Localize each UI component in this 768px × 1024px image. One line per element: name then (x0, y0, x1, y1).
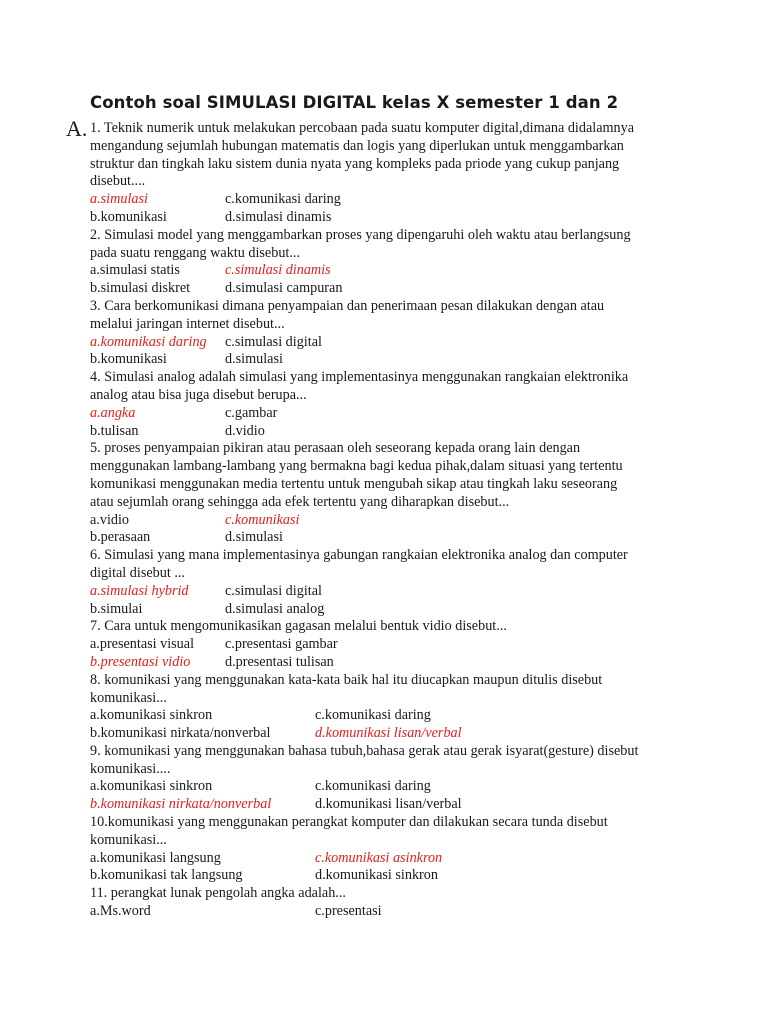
question-8 (90, 672, 690, 743)
question-text-line: 2. Simulasi model yang menggambarkan proses yang dipengaruhi oleh waktu atau berlangsung (90, 226, 631, 243)
option-d: d.vidio (225, 422, 265, 439)
option-a-answer: a.simulasi (90, 191, 148, 208)
question-text-line: komunikasi... (90, 689, 167, 706)
option-a-answer: a.angka (90, 404, 136, 421)
option-a: a.presentasi visual (90, 636, 195, 653)
option-a: a.simulasi statis (90, 262, 180, 279)
question-text-line: 1. Teknik numerik untuk melakukan percobaan pada suatu komputer digital,dimana didalamnya (90, 120, 635, 136)
option-c: c.komunikasi daring (225, 191, 341, 208)
option-b: b.komunikasi (90, 208, 167, 225)
option-c: c.presentasi (315, 903, 382, 920)
question-text-line: menggunakan lambang-lambang yang bermakna bagi kedua pihak,dalam situasi yang tertentu (90, 458, 623, 475)
option-row (90, 423, 690, 441)
question-3 (90, 298, 690, 369)
option-b: b.simulasi diskret (90, 280, 191, 297)
option-b: b.simulai (90, 600, 143, 617)
option-a: a.Ms.word (90, 903, 151, 920)
question-9 (90, 743, 690, 814)
option-b: b.komunikasi nirkata/nonverbal (90, 725, 271, 742)
option-row (90, 778, 690, 796)
question-4 (90, 369, 690, 440)
option-c: c.komunikasi daring (315, 707, 431, 724)
question-text-line: digital disebut ... (90, 564, 185, 581)
option-row (90, 351, 690, 369)
option-row (90, 405, 690, 423)
option-row (90, 529, 690, 547)
option-c-answer: c.komunikasi (225, 511, 300, 528)
option-row (90, 636, 690, 654)
question-11 (90, 885, 690, 921)
option-d: d.komunikasi lisan/verbal (315, 796, 462, 813)
question-7 (90, 618, 690, 671)
option-b: b.komunikasi (90, 351, 167, 368)
question-text-line: 3. Cara berkomunikasi dimana penyampaian dan penerimaan pesan dilakukan dengan atau (90, 297, 605, 314)
option-d: d.simulasi (225, 529, 283, 546)
option-row (90, 280, 690, 298)
question-10 (90, 814, 690, 885)
question-2 (90, 227, 690, 298)
question-text-line: struktur dan tingkah laku sistem dunia nyata yang kompleks pada priode yang cukup panjang (90, 155, 620, 172)
option-row (90, 850, 690, 868)
option-a: a.komunikasi sinkron (90, 707, 213, 724)
question-text-line: komunikasi.... (90, 760, 171, 777)
question-text-line: komunikasi... (90, 831, 167, 848)
option-c: c.simulasi digital (225, 582, 322, 599)
option-row (90, 262, 690, 280)
option-row (90, 725, 690, 743)
option-a-answer: a.komunikasi daring (90, 333, 207, 350)
question-text-line: analog atau bisa juga disebut berupa... (90, 386, 307, 403)
option-row (90, 583, 690, 601)
question-6 (90, 547, 690, 618)
option-b-answer: b.presentasi vidio (90, 653, 191, 670)
question-text-line: 9. komunikasi yang menggunakan bahasa tubuh,bahasa gerak atau gerak isyarat(gesture) disebut (90, 742, 639, 759)
section-letter: A. (66, 116, 88, 141)
option-c: c.gambar (225, 404, 278, 421)
option-d: d.simulasi (225, 351, 283, 368)
question-text-line: pada suatu renggang waktu disebut... (90, 244, 300, 261)
question-text-line: disebut.... (90, 173, 146, 190)
option-row (90, 601, 690, 619)
question-text-line: 6. Simulasi yang mana implementasinya gabungan rangkaian elektronika analog dan computer (90, 547, 628, 564)
option-row (90, 707, 690, 725)
option-d: d.simulasi campuran (225, 280, 343, 297)
question-text-line: atau sejumlah orang sehingga ada efek tertentu yang diharapkan disebut... (90, 493, 510, 510)
option-row (90, 209, 690, 227)
option-c: c.simulasi digital (225, 333, 322, 350)
option-row (90, 903, 690, 921)
option-d: d.komunikasi sinkron (315, 867, 438, 884)
option-a: a.komunikasi langsung (90, 849, 221, 866)
option-row (90, 191, 690, 209)
question-text-line: 4. Simulasi analog adalah simulasi yang implementasinya menggunakan rangkaian elektronika (90, 369, 629, 386)
option-row (90, 334, 690, 352)
option-a: a.vidio (90, 511, 130, 528)
question-text-line: 7. Cara untuk mengomunikasikan gagasan melalui bentuk vidio disebut... (90, 618, 507, 635)
option-b: b.perasaan (90, 529, 151, 546)
option-b: b.tulisan (90, 422, 139, 439)
option-d-answer: d.komunikasi lisan/verbal (315, 725, 462, 742)
option-b: b.komunikasi tak langsung (90, 867, 243, 884)
option-d: d.presentasi tulisan (225, 653, 334, 670)
option-row (90, 796, 690, 814)
option-c: c.komunikasi daring (315, 778, 431, 795)
page-title: Contoh soal SIMULASI DIGITAL kelas X semester 1 dan 2 (90, 93, 619, 112)
option-row (90, 512, 690, 530)
question-text-line: mengandung sejumlah hubungan matematis dan logis yang diperlukan untuk menggambarkan (90, 137, 624, 154)
question-1 (90, 120, 690, 227)
question-text-line: 10.komunikasi yang menggunakan perangkat komputer dan dilakukan secara tunda disebut (90, 814, 608, 831)
question-text-line: 5. proses penyampaian pikiran atau perasaan oleh seseorang kepada orang lain dengan (90, 440, 581, 457)
question-text-line: 11. perangkat lunak pengolah angka adalah... (90, 885, 346, 902)
question-text-line: 8. komunikasi yang menggunakan kata-kata baik hal itu diucapkan maupun ditulis disebut (90, 671, 603, 688)
question-text-line: melalui jaringan internet disebut... (90, 315, 285, 332)
question-list (90, 120, 690, 921)
question-text-line: komunikasi menggunakan media tertentu untuk mengubah sikap atau tingkah laku seseorang (90, 475, 618, 492)
option-d: d.simulasi dinamis (225, 208, 332, 225)
option-c: c.presentasi gambar (225, 636, 338, 653)
option-b-answer: b.komunikasi nirkata/nonverbal (90, 796, 272, 813)
option-row (90, 867, 690, 885)
question-5 (90, 440, 690, 547)
option-a: a.komunikasi sinkron (90, 778, 213, 795)
option-row (90, 654, 690, 672)
option-c-answer: c.komunikasi asinkron (315, 849, 443, 866)
option-a-answer: a.simulasi hybrid (90, 582, 189, 599)
option-d: d.simulasi analog (225, 600, 325, 617)
option-c-answer: c.simulasi dinamis (225, 262, 331, 279)
